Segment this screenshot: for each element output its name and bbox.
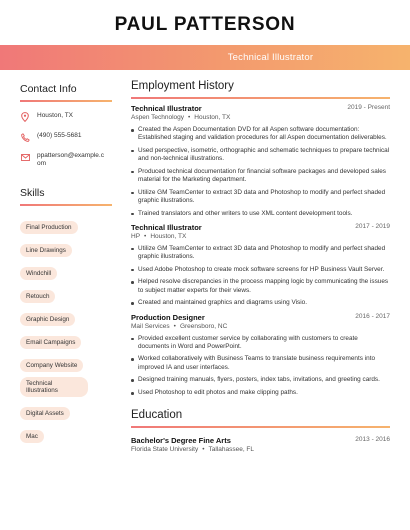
separator-dot: • bbox=[173, 322, 176, 330]
job-bullet: Used Adobe Photoshop to create mock software screens for HP Business Vault Server. bbox=[131, 266, 390, 274]
skill-pill: Final Production bbox=[20, 221, 78, 234]
job-entry-location: Houston, TX bbox=[150, 232, 187, 240]
contact-heading: Contact Info bbox=[20, 83, 77, 95]
job-bullet: Utilize GM TeamCenter to extract 3D data and Photoshop to modify and perfect shaded graphic illustrations. bbox=[131, 245, 390, 261]
skill-pill: Line Drawings bbox=[20, 244, 72, 257]
skill-pill: Digital Assets bbox=[20, 407, 70, 420]
skill-pill: Email Campaigns bbox=[20, 336, 81, 349]
education-school: Florida State University bbox=[131, 446, 199, 454]
section-rule bbox=[20, 100, 112, 102]
job-bullets bbox=[131, 335, 390, 398]
contact-phone-text: (490) 555-5681 bbox=[37, 132, 82, 139]
job-bullet: Utilize GM TeamCenter to extract 3D data and Photoshop to modify and perfect shaded graphic illustrations. bbox=[131, 189, 390, 205]
education-heading: Education bbox=[131, 409, 183, 422]
skills-heading: Skills bbox=[20, 187, 45, 199]
job-bullet: Trained translators and other writers to use XML content development tools. bbox=[131, 210, 390, 218]
section-rule bbox=[131, 97, 390, 99]
separator-dot: • bbox=[188, 114, 191, 121]
separator-dot: • bbox=[144, 232, 147, 240]
separator-dot: • bbox=[202, 446, 205, 454]
contact-email-text: ppatterson@example.com bbox=[37, 152, 104, 167]
phone-icon bbox=[20, 132, 30, 142]
job-entry-title: Technical Illustrator bbox=[131, 222, 202, 232]
job-entry-dates: 2016 - 2017 bbox=[355, 312, 390, 320]
job-entry-dates: 2017 - 2019 bbox=[355, 222, 390, 230]
education-location: Tallahassee, FL bbox=[208, 446, 255, 454]
job-title: Technical Illustrator bbox=[227, 52, 314, 63]
job-entry-company: HP bbox=[131, 232, 141, 240]
job-bullet: Worked collaboratively with Business Teams to translate business requirements into improved IA and user interfaces. bbox=[131, 355, 390, 371]
skill-pill: Company Website bbox=[20, 359, 83, 372]
job-entry-company: Aspen Technology bbox=[131, 114, 185, 121]
right-column bbox=[131, 80, 390, 453]
contact-location-text: Houston, TX bbox=[37, 112, 74, 119]
section-rule bbox=[131, 426, 390, 428]
job-entry-dates: 2019 - Present bbox=[347, 104, 390, 111]
job-entry bbox=[131, 223, 390, 308]
job-bullet: Produced technical documentation for financial software packages and developed sales material for the Marketing department. bbox=[131, 168, 390, 184]
contact-email bbox=[20, 152, 112, 168]
contact-phone bbox=[20, 132, 112, 142]
job-bullet: Helped resolve discrepancies in the process mapping logic by communicating the issues to subject matter experts for their views. bbox=[131, 278, 390, 294]
job-entry-location: Houston, TX bbox=[194, 114, 231, 121]
skill-pill: Retouch bbox=[20, 290, 55, 303]
job-entry-company: Mail Services bbox=[131, 322, 170, 330]
job-bullet: Designed training manuals, flyers, posters, index tabs, invitations, and greeting cards. bbox=[131, 376, 390, 384]
job-entry-title: Production Designer bbox=[131, 312, 205, 322]
left-column bbox=[20, 83, 112, 448]
title-banner bbox=[0, 45, 410, 70]
candidate-name: PAUL PATTERSON bbox=[114, 14, 296, 35]
job-bullets bbox=[131, 245, 390, 308]
job-bullets bbox=[131, 126, 390, 218]
skill-pill: Technical Illustrations bbox=[20, 377, 88, 397]
job-bullet: Created the Aspen Documentation DVD for all Aspen software documentation: Established staging and validation procedures for all Aspen documentation deliverables. bbox=[131, 126, 390, 142]
education-dates: 2013 - 2016 bbox=[355, 436, 390, 444]
education-entry bbox=[131, 436, 390, 453]
education-degree: Bachelor's Degree Fine Arts bbox=[131, 436, 231, 446]
job-entry bbox=[131, 104, 390, 218]
job-bullet: Used Photoshop to edit photos and make clipping paths. bbox=[131, 389, 390, 397]
job-bullet: Provided excellent customer service by collaborating with customers to create documents in Word and PowerPoint. bbox=[131, 335, 390, 351]
contact-location bbox=[20, 112, 112, 122]
job-entry-location: Greensboro, NC bbox=[179, 322, 228, 330]
skill-pill: Windchill bbox=[20, 267, 57, 280]
job-bullet: Used perspective, isometric, orthographic and schematic techniques to prepare technical and non-technical illustrations. bbox=[131, 147, 390, 163]
skill-pill: Graphic Design bbox=[20, 313, 75, 326]
job-entry bbox=[131, 313, 390, 398]
skills-list bbox=[20, 216, 112, 448]
skill-pill: Mac bbox=[20, 430, 44, 443]
section-rule bbox=[20, 204, 112, 206]
employment-heading: Employment History bbox=[131, 80, 234, 92]
location-pin-icon bbox=[20, 112, 30, 122]
job-bullet: Created and maintained graphics and diagrams using Visio. bbox=[131, 299, 390, 307]
job-entry-title: Technical Illustrator bbox=[131, 104, 202, 113]
email-icon bbox=[20, 152, 30, 162]
